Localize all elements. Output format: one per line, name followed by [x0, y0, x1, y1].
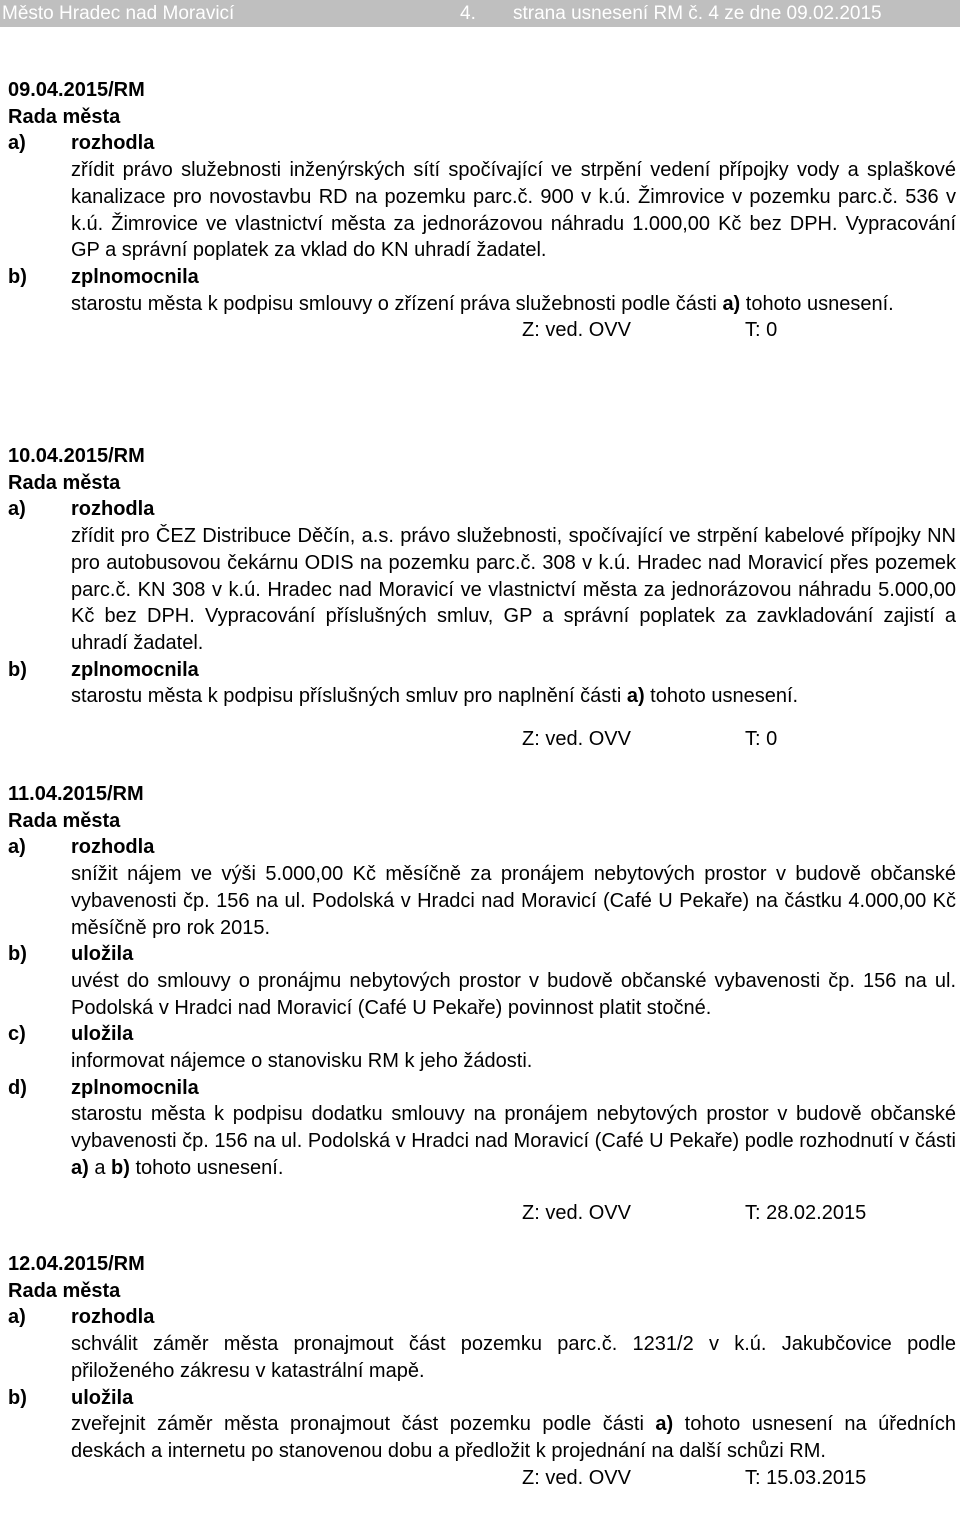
clause-verb: rozhodla: [71, 132, 155, 155]
clause-letter: b): [8, 1386, 27, 1409]
header-municipality: Město Hradec nad Moravicí: [2, 3, 235, 24]
clause-text: zveřejnit záměr města pronajmout část pozemku podle části: [71, 1413, 656, 1436]
clause-letter: b): [8, 943, 27, 966]
resolution-09: [0, 77, 960, 344]
clause-text: starostu města k podpisu příslušných smluv pro naplnění části: [71, 685, 627, 708]
deadline: T: 15.03.2015: [745, 1466, 867, 1489]
resolution-10: [0, 443, 960, 753]
clause-body: schválit záměr města pronajmout část pozemku parc.č. 1231/2 v k.ú. Jakubčovice podle přiloženého zákresu v katastrální mapě.: [71, 1333, 956, 1382]
council-label: Rada města: [8, 809, 121, 832]
responsible-person: Z: ved. OVV: [522, 319, 631, 342]
clause-ref: a): [71, 1156, 89, 1179]
clause-body: uvést do smlouvy o pronájmu nebytových prostor v budově občanské vybavenosti čp. 156 na ul. Podolská v Hradci nad Moravicí (Café U Pekaře) povinnost platit stočné.: [71, 969, 956, 1019]
clause-body: zřídit pro ČEZ Distribuce Děčín, a.s. právo služebnosti, spočívající ve strpění kabelové přípojky NN pro autobusovou čekárnu ODIS na pozemku parc.č. 308 v k.ú. Hradec nad Moravicí přes pozemek parc.č. KN 308 v k.ú. Hradec nad Moravicí ve vlastnictví města za jednorázovou náhradu 5.000,00 Kč bez DPH. Vypracování příslušných smluv, GP a správní poplatek za zavkladování zajistí a uhradí žadatel.: [71, 525, 956, 654]
clause-text: tohoto usnesení.: [644, 685, 799, 708]
clause-body: [71, 1101, 956, 1181]
deadline: T: 28.02.2015: [745, 1201, 867, 1224]
clause-text: tohoto usnesení.: [129, 1156, 284, 1179]
clause-heading: [0, 130, 960, 157]
deadline: T: 0: [745, 728, 778, 751]
clause-body: [71, 1411, 956, 1464]
clause-text: tohoto usnesení na úředních deskách a internetu po stanovenou dobu a předložit k projednání na další schůzi RM.: [71, 1413, 956, 1462]
responsible-person: Z: ved. OVV: [522, 728, 631, 751]
clause-verb: rozhodla: [71, 836, 155, 859]
clause-letter: d): [8, 1076, 27, 1099]
header-page-number: 4.: [460, 3, 476, 24]
clause-ref: a): [655, 1413, 674, 1436]
clause-body: [71, 291, 956, 318]
clause-letter: a): [8, 498, 26, 521]
resolution-id: 12.04.2015/RM: [8, 1253, 145, 1275]
responsible-person: Z: ved. OVV: [522, 1201, 631, 1224]
clause-heading: [0, 264, 960, 291]
clause-verb: zplnomocnila: [71, 265, 199, 288]
clause-text: tohoto usnesení.: [740, 292, 894, 315]
clause-verb: rozhodla: [71, 1306, 155, 1329]
clause-text: starostu města k podpisu smlouvy o zřízení práva služebnosti podle části: [71, 292, 723, 315]
clause-heading: [0, 1021, 960, 1048]
clause-text: a: [88, 1156, 112, 1179]
clause-ref: a): [626, 685, 645, 708]
clause-letter: a): [8, 836, 26, 859]
clause-heading: [0, 1304, 960, 1331]
clause-letter: a): [8, 1306, 26, 1329]
clause-body: informovat nájemce o stanovisku RM k jeho žádosti.: [71, 1050, 533, 1073]
clause-verb: uložila: [71, 943, 134, 966]
responsibility-line: [0, 1465, 960, 1492]
clause-verb: uložila: [71, 1386, 134, 1409]
clause-text: starostu města k podpisu dodatku smlouvy na pronájem nebytových prostor v budově občanské vybavenosti čp. 156 na ul. Podolská v Hradci nad Moravicí (Café U Pekaře) podle rozhodnutí v části: [71, 1103, 956, 1153]
council-label: Rada města: [8, 471, 121, 494]
clause-letter: b): [8, 658, 27, 681]
resolution-id: 11.04.2015/RM: [8, 783, 144, 805]
resolution-id: 09.04.2015/RM: [8, 79, 145, 101]
resolution-12: [0, 1251, 960, 1492]
clause-body: [71, 683, 956, 710]
clause-heading: [0, 1385, 960, 1412]
clause-body: snížit nájem ve výši 5.000,00 Kč měsíčně za pronájem nebytových prostor v budově občanské vybavenosti čp. 156 na ul. Podolská v Hradci nad Moravicí (Café U Pekaře) na částku 4.000,00 Kč měsíčně pro rok 2015.: [71, 863, 956, 939]
header-page-label: strana usnesení RM č. 4 ze dne 09.02.2015: [513, 3, 882, 24]
deadline: T: 0: [745, 319, 778, 342]
clause-letter: c): [8, 1023, 26, 1046]
clause-heading: [0, 1075, 960, 1102]
clause-ref: a): [722, 292, 741, 315]
clause-verb: zplnomocnila: [71, 658, 199, 681]
clause-body: zřídit právo služebnosti inženýrských sítí spočívající ve strpění vedení přípojky vody a splaškové kanalizace pro novostavbu RD na pozemku parc.č. 900 v k.ú. Žimrovice v pozemku parc.č. 536 v k.ú. Žimrovice ve vlastnictví města za jednorázovou náhradu 1.000,00 Kč bez DPH. Vypracování GP a správní poplatek za vklad do KN uhradí žadatel.: [71, 159, 956, 262]
clause-verb: rozhodla: [71, 498, 155, 521]
page-header: [0, 0, 960, 27]
responsible-person: Z: ved. OVV: [522, 1466, 631, 1489]
council-label: Rada města: [8, 105, 121, 128]
resolution-id: 10.04.2015/RM: [8, 445, 145, 467]
resolution-11: [0, 781, 960, 1227]
clause-heading: [0, 834, 960, 861]
clause-letter: a): [8, 132, 26, 155]
clause-verb: zplnomocnila: [71, 1076, 199, 1099]
clause-letter: b): [8, 265, 27, 288]
council-label: Rada města: [8, 1279, 121, 1302]
responsibility-line: [0, 317, 960, 344]
clause-heading: [0, 657, 960, 684]
clause-ref: b): [111, 1156, 130, 1179]
clause-verb: uložila: [71, 1023, 134, 1046]
clause-heading: [0, 496, 960, 523]
clause-heading: [0, 941, 960, 968]
responsibility-line: [0, 726, 960, 753]
responsibility-line: [0, 1200, 960, 1227]
